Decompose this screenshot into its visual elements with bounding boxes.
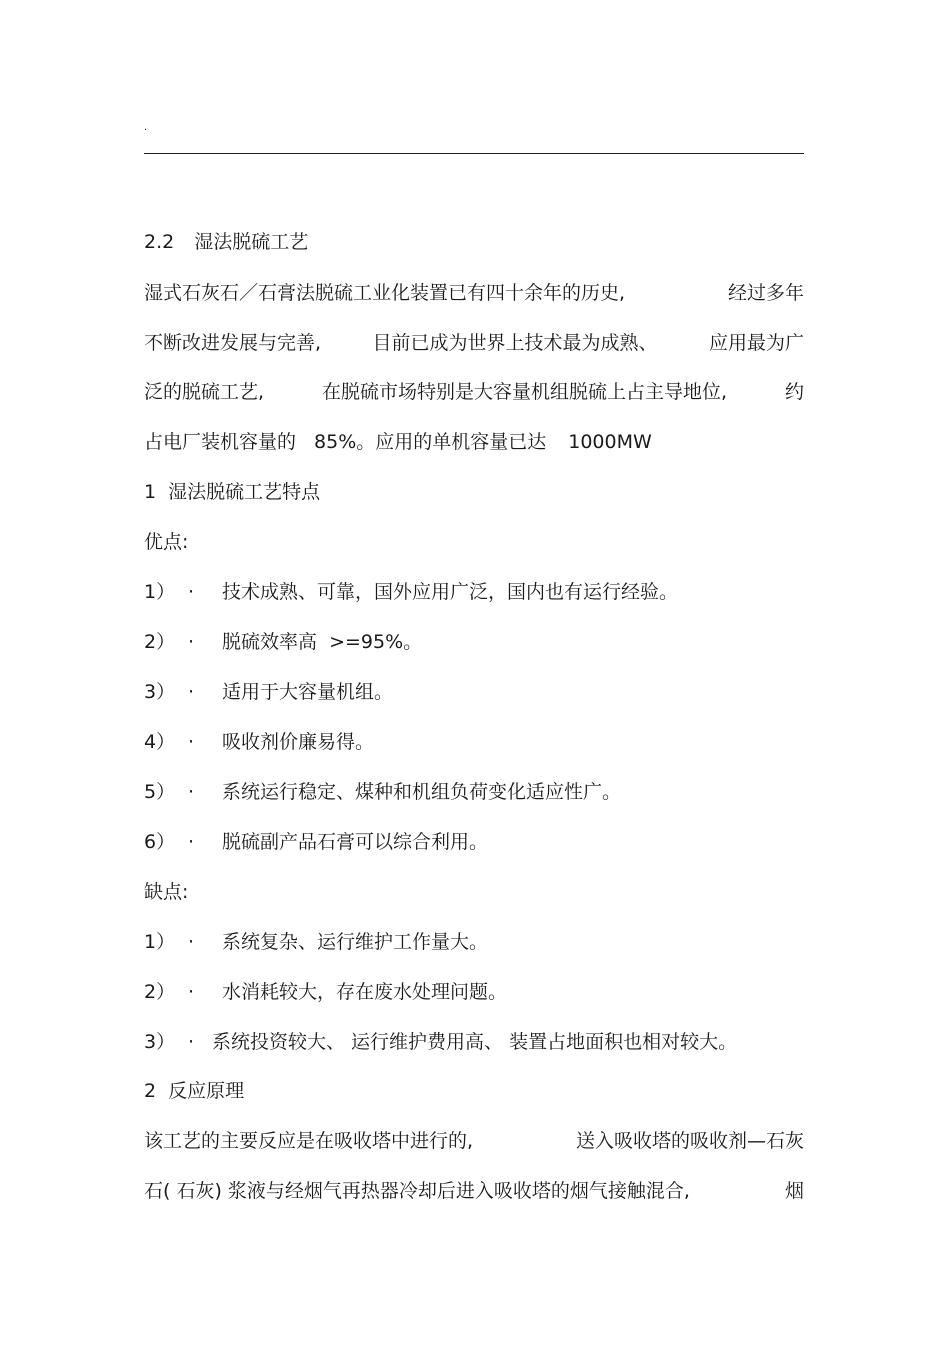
item-number: 3） [144, 681, 176, 703]
section-number: 2.2 [144, 231, 175, 253]
item-text: 系统运行稳定、煤种和机组负荷变化适应性广。 [222, 781, 622, 803]
bullet: · [188, 1031, 195, 1053]
intro-text: 在脱硫市场特别是大容量机组脱硫上占主导地位, [321, 381, 728, 403]
principle-text: 石( 石灰) 浆液与经烟气再热器冷却后进入吸收塔的烟气接触混合, [144, 1180, 690, 1202]
intro-text: 湿式石灰石／石膏法脱硫工业化装置已有四十余年的历史, [144, 282, 626, 304]
intro-text: 应用最为广 [708, 332, 804, 354]
principle-text: 该工艺的主要反应是在吸收塔中进行的, [144, 1130, 474, 1152]
intro-line-3 [144, 379, 804, 405]
item-number: 5） [144, 781, 176, 803]
intro-line-2 [144, 330, 804, 356]
pros-item [144, 579, 678, 605]
pros-item [144, 679, 393, 705]
bullet: · [188, 631, 195, 653]
intro-text: 经过多年 [727, 282, 804, 304]
item-text: 水消耗较大，存在废水处理问题。 [222, 981, 508, 1003]
section-title: 湿法脱硫工艺 [194, 231, 309, 253]
principle-heading: 2 反应原理 [144, 1080, 245, 1102]
intro-text: 泛的脱硫工艺, [144, 381, 265, 403]
bullet: · [188, 781, 195, 803]
cons-item [144, 979, 507, 1005]
principle-line-1 [144, 1128, 804, 1154]
intro-line-1 [144, 280, 804, 306]
bullet: · [188, 581, 195, 603]
header-rule [144, 153, 804, 154]
intro-text: 占电厂装机容量的 [144, 431, 297, 453]
principle-text: 烟 [784, 1180, 804, 1202]
intro-text: 不断改进发展与完善, [144, 332, 322, 354]
intro-text: 约 [784, 381, 804, 403]
bullet: · [188, 731, 195, 753]
item-number: 4） [144, 731, 176, 753]
item-text: 吸收剂价廉易得。 [222, 731, 375, 753]
item-number: 6） [144, 831, 176, 853]
intro-text: 1000MW [568, 431, 652, 453]
pros-item [144, 729, 374, 755]
principle-line-2 [144, 1178, 804, 1204]
item-text: 系统投资较大、 运行维护费用高、 装置占地面积也相对较大。 [212, 1031, 738, 1053]
item-number: 2） [144, 631, 176, 653]
item-text: 适用于大容量机组。 [222, 681, 394, 703]
intro-text: 85%。应用的单机容量已达 [314, 431, 547, 453]
pros-item [144, 829, 488, 855]
cons-item [144, 1029, 737, 1055]
item-text: 脱硫效率高 >=95%。 [222, 631, 423, 653]
pros-item [144, 629, 422, 655]
intro-text: 目前已成为世界上技术最为成熟、 [372, 332, 658, 354]
bullet: · [188, 831, 195, 853]
pros-item [144, 779, 621, 805]
item-text: 技术成熟、可靠，国外应用广泛，国内也有运行经验。 [222, 581, 679, 603]
intro-line-4 [144, 429, 652, 455]
bullet: · [188, 681, 195, 703]
cons-label: 缺点: [144, 881, 189, 903]
principle-text: 送入吸收塔的吸收剂—石灰 [575, 1130, 804, 1152]
cons-item [144, 929, 488, 955]
features-heading: 1 湿法脱硫工艺特点 [144, 481, 321, 503]
header-mark: . [144, 122, 148, 133]
bullet: · [188, 931, 195, 953]
item-text: 脱硫副产品石膏可以综合利用。 [222, 831, 489, 853]
item-number: 1） [144, 581, 176, 603]
section-heading [144, 229, 308, 255]
item-number: 3） [144, 1031, 176, 1053]
item-text: 系统复杂、运行维护工作量大。 [222, 931, 489, 953]
item-number: 2） [144, 981, 176, 1003]
pros-label: 优点: [144, 531, 189, 553]
bullet: · [188, 981, 195, 1003]
item-number: 1） [144, 931, 176, 953]
